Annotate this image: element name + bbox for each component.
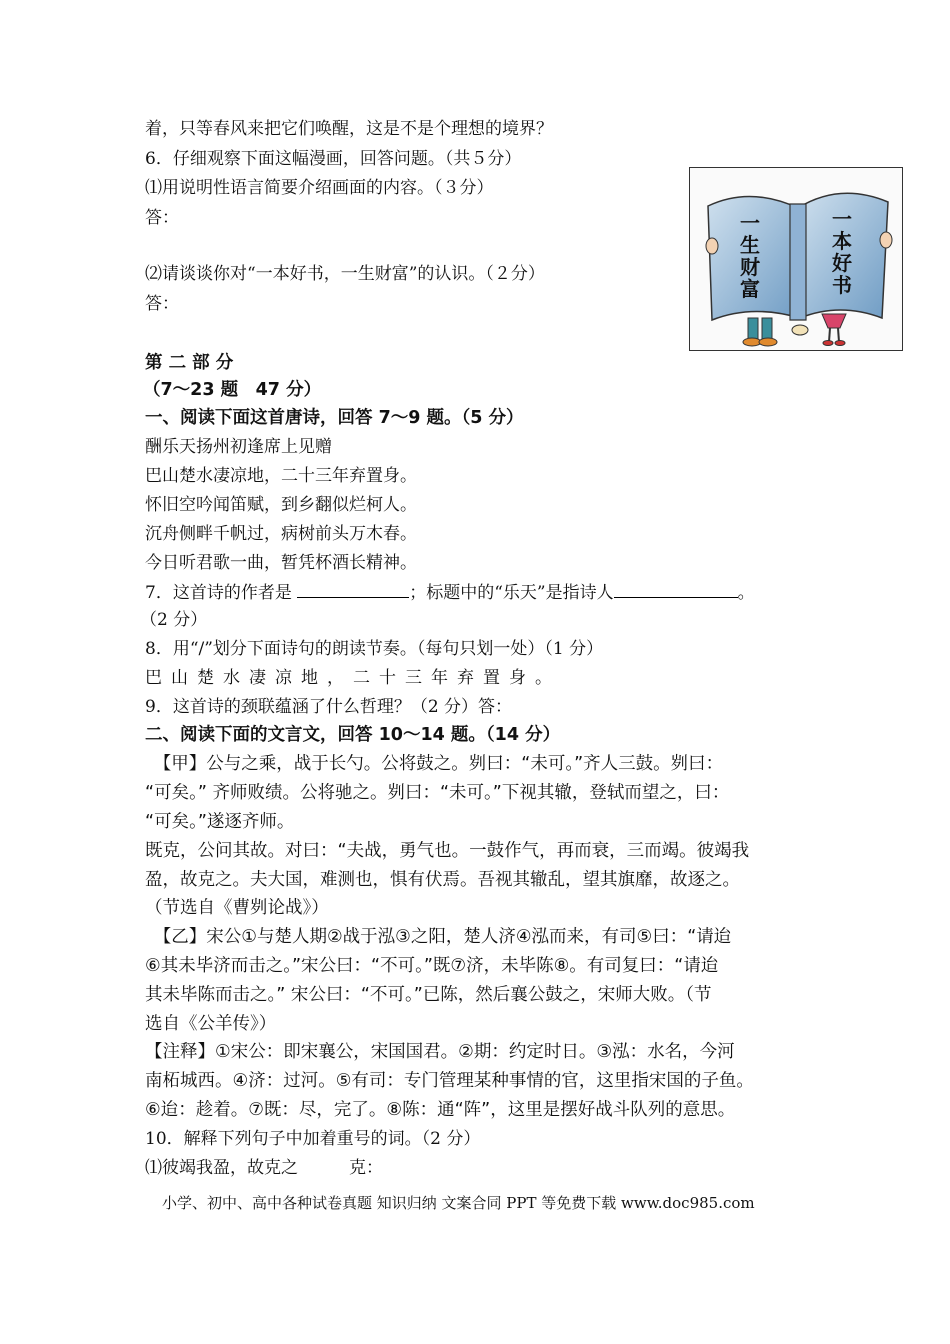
poem-line: 巴山楚水凄凉地，二十三年弃置身。 <box>145 466 417 486</box>
part-2-heading: 第 二 部 分 <box>145 353 234 373</box>
passage-yi-line: 其未毕陈而击之。” 宋公曰：“不可。”已陈，然后襄公鼓之，宋师大败。（节 <box>145 985 712 1005</box>
cartoon-image <box>689 167 903 351</box>
poem-line: 沉舟侧畔千帆过，病树前头万木春。 <box>145 524 417 544</box>
question-7 <box>145 581 755 604</box>
question-10: 10．解释下列句子中加着重号的词。（2 分） <box>145 1129 481 1149</box>
part-2-range: （7～23 题 47 分） <box>143 380 322 400</box>
question-8-poem-line: 巴山楚水凄凉地，二十三年弃置身。 <box>145 668 561 688</box>
book-cartoon-illustration <box>690 168 902 350</box>
passage-yi-line: 【乙】宋公①与楚人期②战于泓③之阳，楚人济④泓而来，有司⑤曰：“请迨 <box>145 927 732 947</box>
section-2-heading: 二、阅读下面的文言文，回答 10～14 题。（14 分） <box>145 725 561 745</box>
question-6-2: ⑵请谈谈你对“一本好书，一生财富”的认识。（２分） <box>145 264 545 284</box>
question-7-text-a: 7．这首诗的作者是 <box>145 583 298 603</box>
poem-title: 酬乐天扬州初逢席上见赠 <box>145 437 332 457</box>
passage-jia-line: “可矣。” 齐师败绩。公将驰之。刿曰：“未可。”下视其辙，登轼而望之，曰： <box>145 783 730 803</box>
notes-line: 【注释】①宋公：即宋襄公，宋国国君。②期：约定时日。③泓：水名，今河 <box>145 1042 735 1062</box>
answer-label: 答： <box>145 208 179 228</box>
cartoon-right-page-text: 一本好书 <box>832 207 852 297</box>
question-8: 8．用“/”划分下面诗句的朗读节奏。（每句只划一处）（1 分） <box>145 639 604 659</box>
page-footer: 小学、初中、高中各种试卷真题 知识归纳 文案合同 PPT 等免费下载 www.doc985.com <box>162 1194 755 1212</box>
question-7-text-c: 。 <box>737 583 755 603</box>
answer-blank[interactable] <box>297 581 409 598</box>
notes-line: 南柘城西。④济：过河。⑤有司：专门管理某种事情的官，这里指宋国的子鱼。 <box>145 1071 754 1091</box>
passage-jia-line: “可矣。”遂逐齐师。 <box>145 812 295 832</box>
section-1-heading: 一、阅读下面这首唐诗，回答 7～9 题。（5 分） <box>145 408 524 428</box>
passage-yi-line: 选自《公羊传》） <box>145 1014 277 1034</box>
answer-blank[interactable] <box>614 581 738 598</box>
question-7-text-b: ；标题中的“乐天”是指诗人 <box>409 583 614 603</box>
question-7-score: （2 分） <box>140 610 208 630</box>
poem-line: 怀旧空吟闻笛赋，到乡翻似烂柯人。 <box>145 495 417 515</box>
passage-yi-line: ⑥其未毕济而击之。”宋公曰：“不可。”既⑦济，未毕陈⑧。有司复曰：“请迨 <box>145 956 719 976</box>
passage-jia-source: （节选自《曹刿论战》） <box>145 898 329 918</box>
passage-jia-line: 既克，公问其故。对曰：“夫战，勇气也。一鼓作气，再而衰，三而竭。彼竭我 <box>145 841 750 861</box>
cartoon-left-page-text: 一生财富 <box>740 211 760 301</box>
question-6-1: ⑴用说明性语言简要介绍画面的内容。（３分） <box>145 178 494 198</box>
question-6: 6．仔细观察下面这幅漫画，回答问题。（共５分） <box>145 149 522 169</box>
question-10-1: ⑴彼竭我盈，故克之 克： <box>145 1158 383 1178</box>
question-9: 9．这首诗的颈联蕴涵了什么哲理？（2 分）答： <box>145 697 513 717</box>
text-line: 着，只等春风来把它们唤醒，这是不是个理想的境界？ <box>145 119 553 139</box>
notes-line: ⑥迨：趁着。⑦既：尽，完了。⑧陈：通“阵”，这里是摆好战斗队列的意思。 <box>145 1100 736 1120</box>
poem-line: 今日听君歌一曲，暂凭杯酒长精神。 <box>145 553 417 573</box>
answer-label: 答： <box>145 294 179 314</box>
passage-jia-line: 【甲】公与之乘，战于长勺。公将鼓之。刿曰：“未可。”齐人三鼓。刿曰： <box>145 754 724 774</box>
passage-jia-line: 盈，故克之。夫大国，难测也，惧有伏焉。吾视其辙乱，望其旗靡，故逐之。 <box>145 870 740 890</box>
